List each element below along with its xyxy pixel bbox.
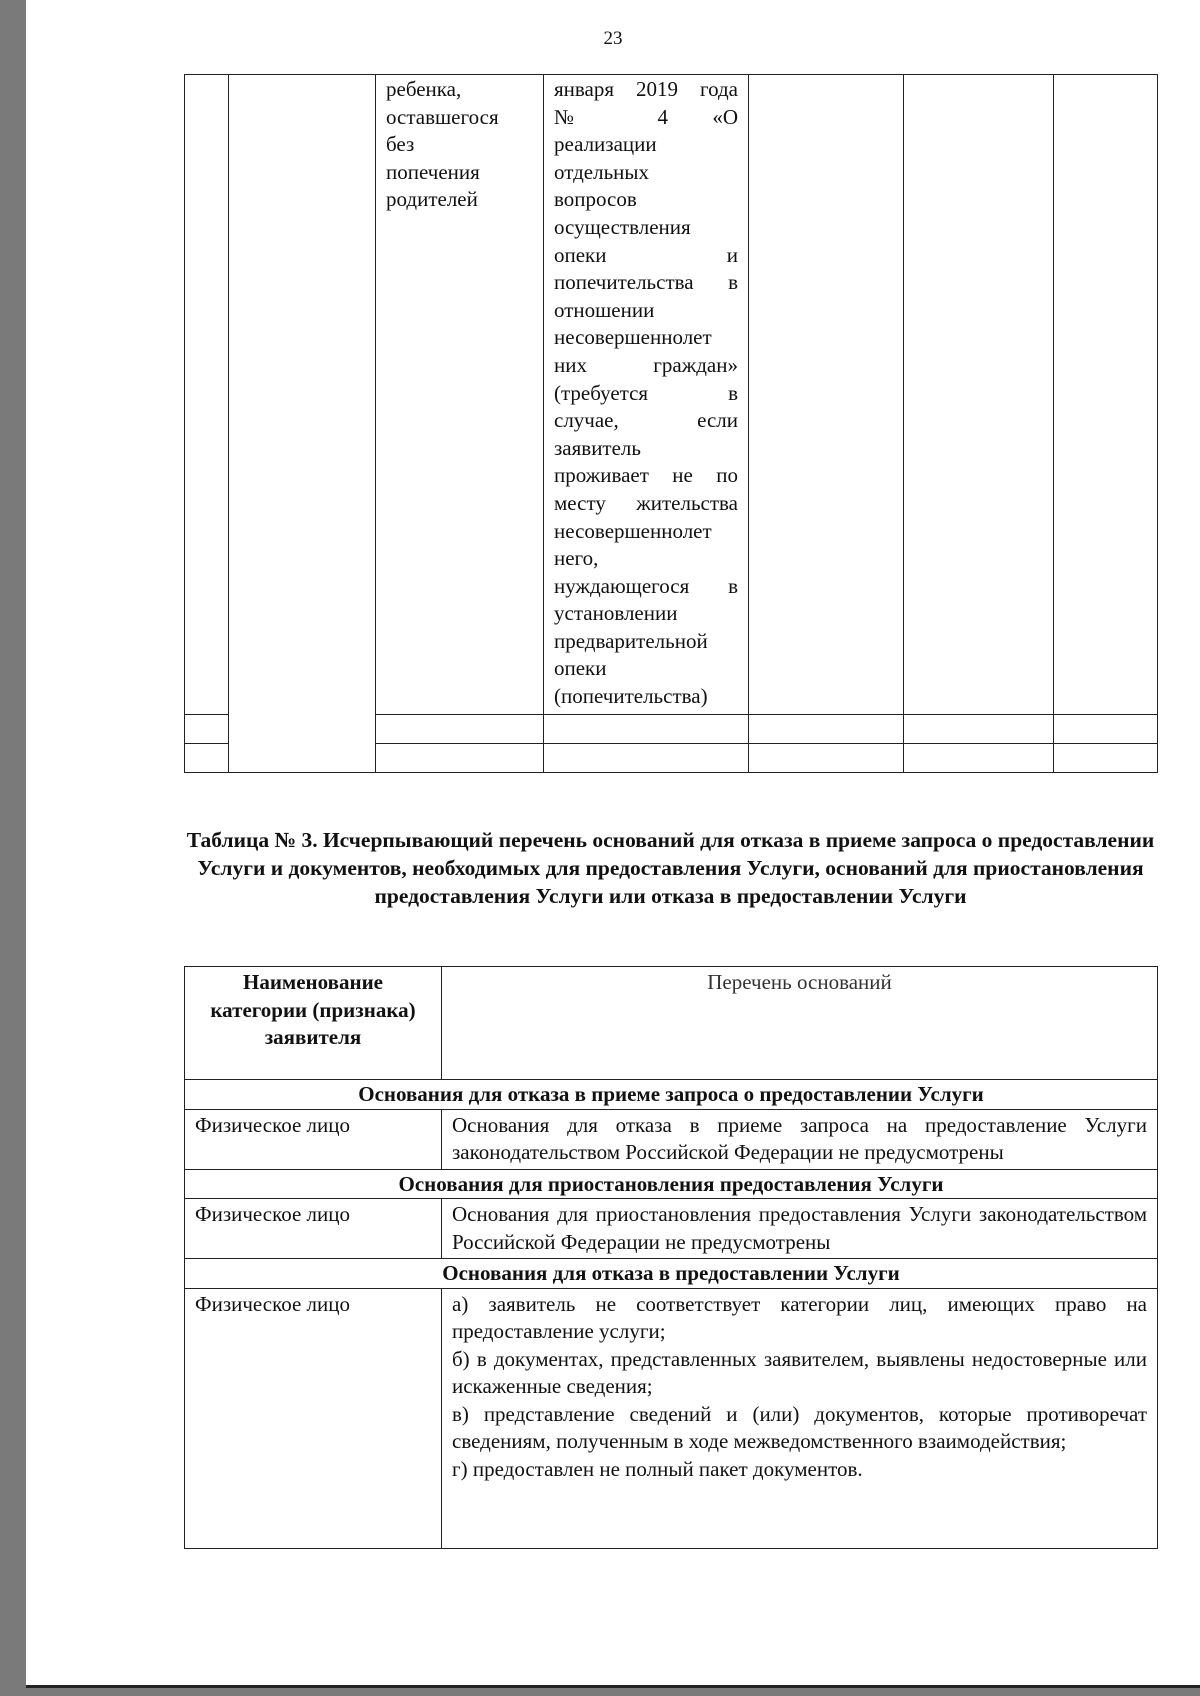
cont-cell-subject (376, 75, 544, 715)
section-title: Основания для отказа в предоставлении Услуги (185, 1259, 1158, 1289)
cont-cell-document (544, 744, 749, 773)
page-number: 23 (603, 28, 623, 49)
grounds-line: в) представление сведений и (или) документов, которые противоречат сведениям, полученным в ходе межведомственного взаимодействия; (452, 1401, 1147, 1453)
cont-cell-subject (376, 715, 544, 744)
cont-cell-number (185, 715, 229, 744)
document-line: (требуется в (554, 380, 738, 405)
document-line: них граждан» (554, 352, 738, 377)
cont-cell-empty (904, 744, 1054, 773)
grounds-line: а) заявитель не соответствует категории лиц, имеющих право на предоставление услуги; (452, 1291, 1147, 1343)
document-line: осуществления (554, 214, 691, 239)
document-line: января 2019 года (554, 77, 738, 101)
cont-cell-empty (1054, 75, 1158, 715)
cont-cell-empty (749, 715, 904, 744)
document-line: проживает не по (554, 463, 738, 488)
table3-caption: Таблица № 3. Исчерпывающий перечень оснований для отказа в приеме запроса о предоставлении Услуги и документов, необходимых для предоставления Услуги, оснований для приостановления предоставления Услуги или отказа в предоставлении Услуги (186, 828, 1155, 908)
subject-line: без (386, 132, 415, 157)
document-line: месту жительства (554, 490, 738, 515)
cont-cell-service (229, 75, 376, 773)
grounds-table (184, 966, 1158, 1549)
cont-cell-empty (904, 75, 1054, 715)
cont-cell-empty (904, 715, 1054, 744)
document-line: случае, если (554, 408, 738, 433)
section-title: Основания для приостановления предоставления Услуги (185, 1169, 1158, 1199)
document-line: несовершеннолет (554, 518, 712, 543)
cont-cell-empty (1054, 715, 1158, 744)
document-page (26, 0, 1200, 1688)
grounds-text (442, 1199, 1158, 1259)
document-line: предварительной (554, 628, 708, 653)
document-line: опеки (554, 656, 607, 681)
document-line: № 4 «О (554, 104, 738, 129)
cont-cell-empty (1054, 744, 1158, 773)
grounds-text (442, 1288, 1158, 1548)
cont-cell-number (185, 75, 229, 715)
applicant-category: Физическое лицо (185, 1288, 442, 1548)
document-line: несовершеннолет (554, 325, 712, 350)
grounds-line: г) предоставлен не полный пакет документов. (452, 1456, 863, 1481)
section-title: Основания для отказа в приеме запроса о предоставлении Услуги (185, 1080, 1158, 1110)
document-line: реализации (554, 132, 657, 157)
page-edge (26, 1685, 1200, 1688)
cont-cell-empty (749, 744, 904, 773)
document-line: заявитель (554, 435, 641, 460)
cont-cell-subject (376, 744, 544, 773)
document-line: вопросов (554, 187, 637, 212)
grounds-line: Основания для отказа в приеме запроса на предоставление Услуги законодательством Российской Федерации не предусмотрены (452, 1112, 1147, 1164)
applicant-category: Физическое лицо (185, 1199, 442, 1259)
document-line: отношении (554, 297, 655, 322)
document-line: (попечительства) (554, 684, 708, 709)
document-line: установлении (554, 601, 678, 626)
cont-cell-number (185, 744, 229, 773)
grounds-text (442, 1109, 1158, 1169)
applicant-category: Физическое лицо (185, 1109, 442, 1169)
document-line: нуждающегося в (554, 573, 738, 598)
document-line: попечительства в (554, 270, 738, 295)
cont-cell-document (544, 715, 749, 744)
header-category: Наименование категории (признака) заявителя (185, 967, 442, 1080)
continued-table (184, 74, 1158, 773)
subject-line: попечения (386, 159, 480, 184)
grounds-line: Основания для приостановления предоставления Услуги законодательством Российской Федерации не предусмотрены (452, 1202, 1147, 1254)
header-grounds: Перечень оснований (442, 967, 1158, 1080)
subject-line: ребенка, (386, 77, 462, 101)
grounds-line: б) в документах, представленных заявителем, выявлены недостоверные или искаженные сведения; (452, 1346, 1147, 1398)
cont-cell-empty (749, 75, 904, 715)
subject-line: оставшегося (386, 104, 499, 129)
document-line: отдельных (554, 159, 650, 184)
document-line: него, (554, 546, 599, 571)
document-line: опеки и (554, 242, 738, 267)
subject-line: родителей (386, 187, 478, 212)
cont-cell-document (544, 75, 749, 715)
